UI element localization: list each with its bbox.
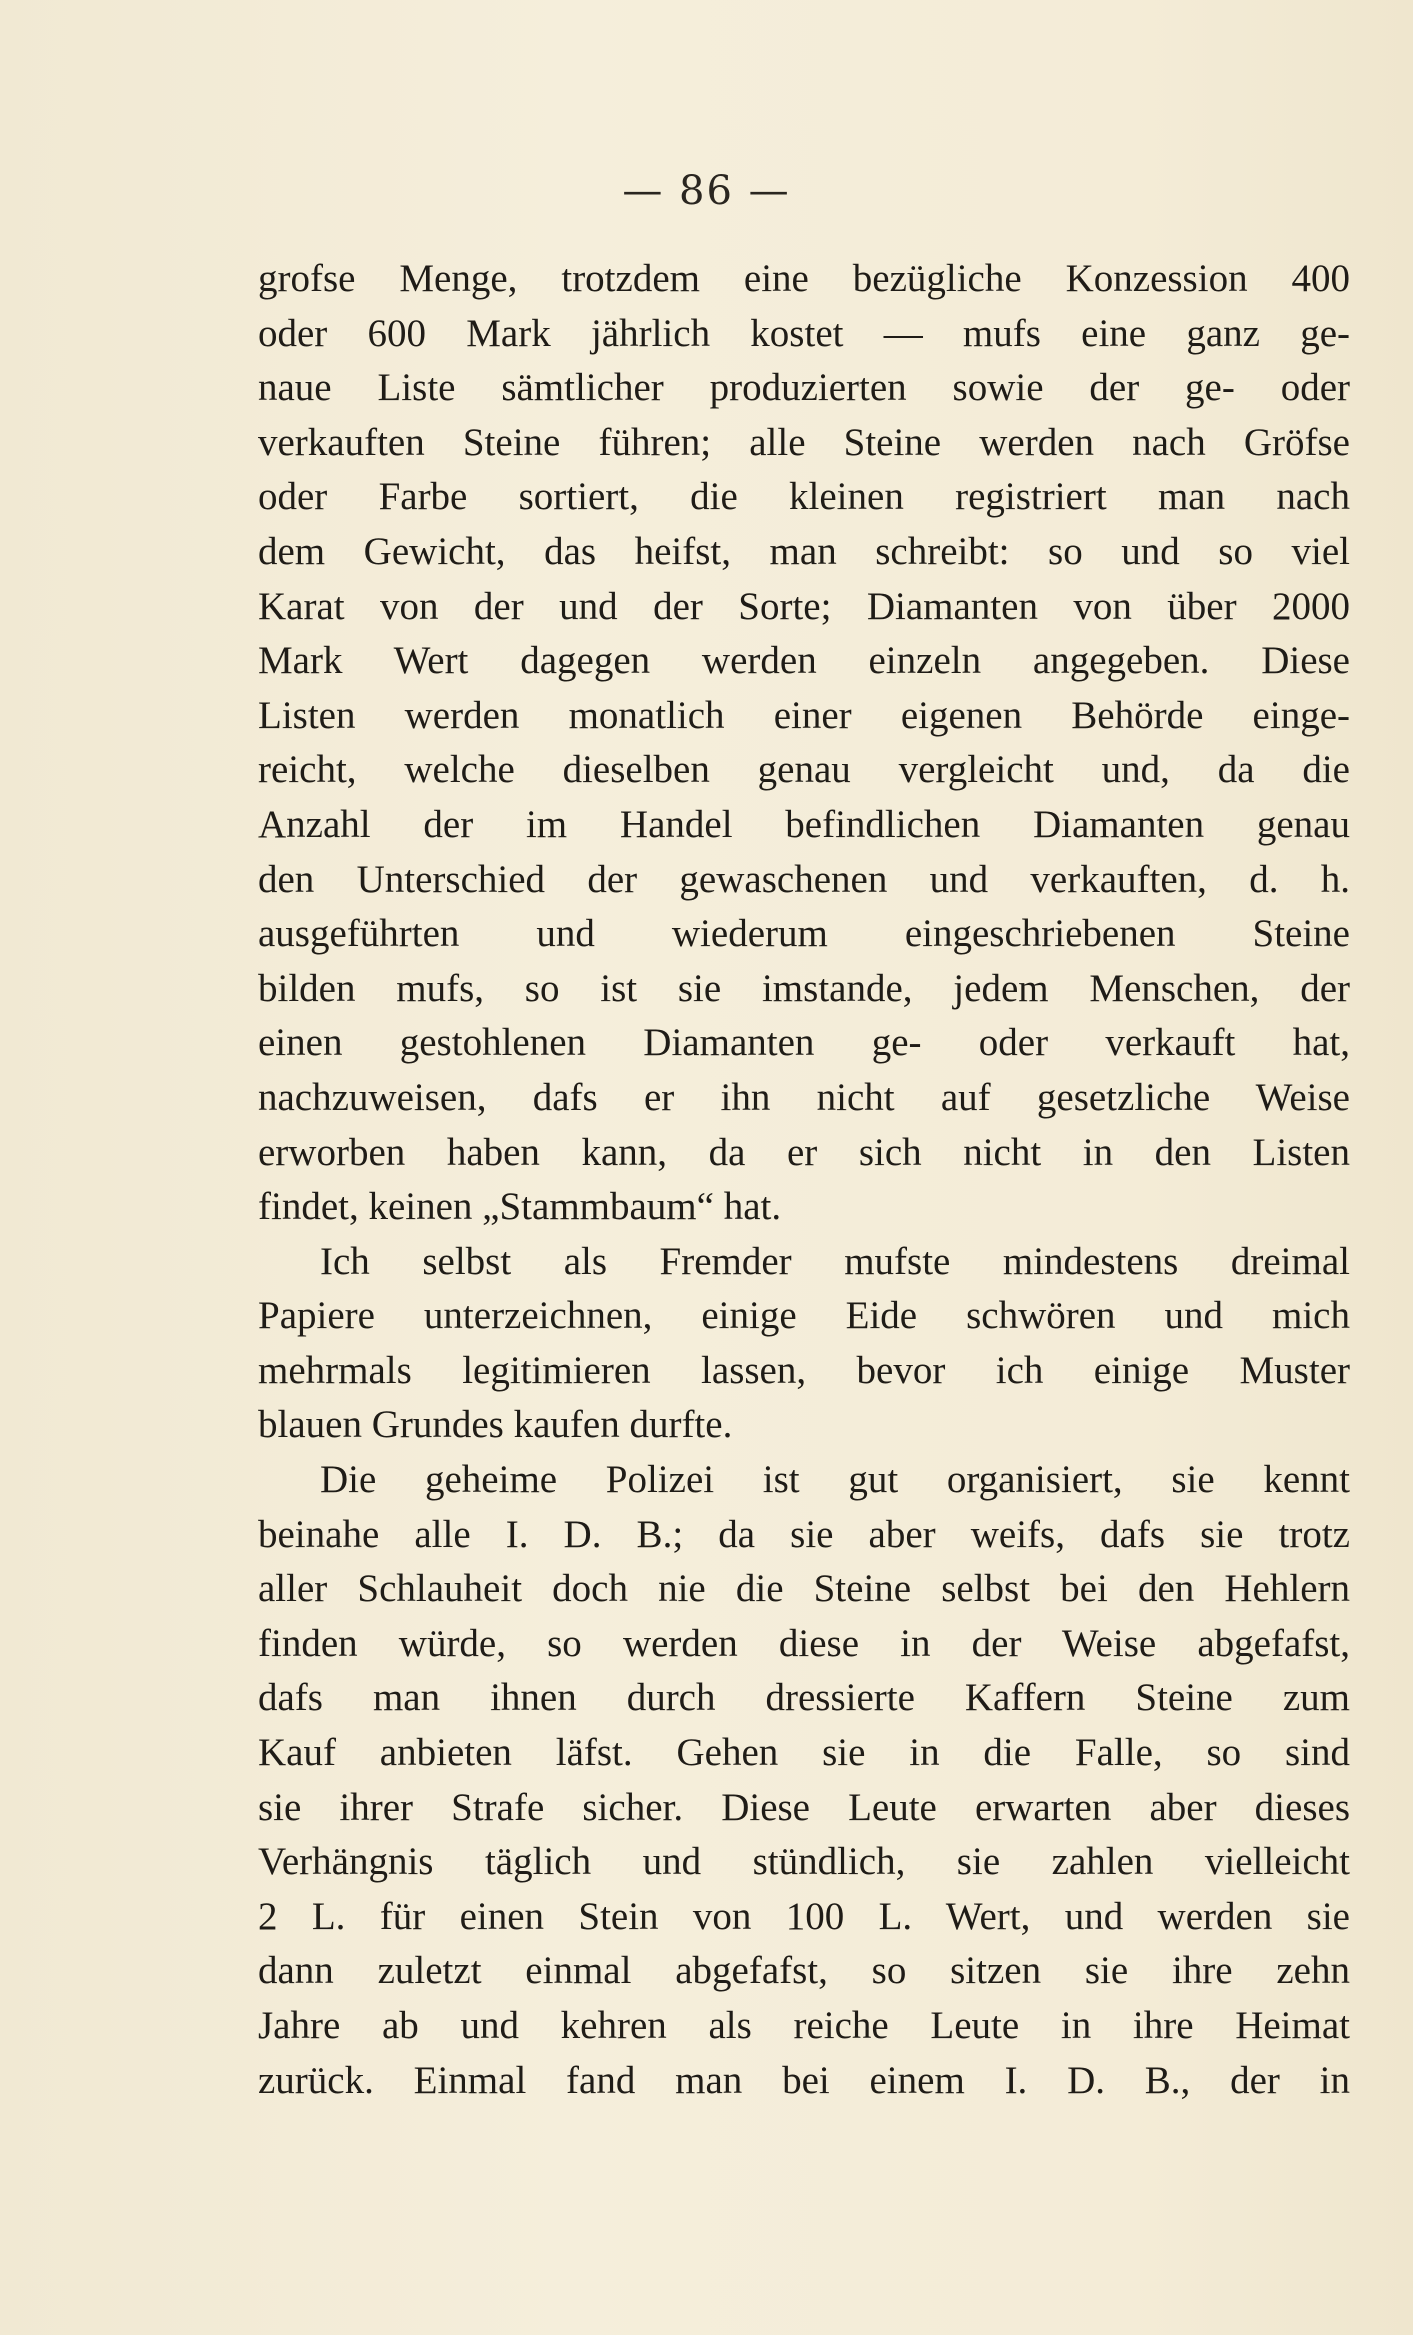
text-line: Verhängnis täglich und stündlich, sie zahlen vielleicht (258, 1840, 1350, 1884)
text-line: Jahre ab und kehren als reiche Leute in ihre Heimat (258, 2004, 1350, 2047)
text-line: sie ihrer Strafe sicher. Diese Leute erwarten aber dieses (258, 1785, 1350, 1829)
text-line: bilden mufs, so ist sie imstande, jedem Menschen, der (258, 966, 1350, 1010)
text-line: nachzuweisen, dafs er ihn nicht auf gesetzliche Weise (258, 1075, 1350, 1119)
text-line: Papiere unterzeichnen, einige Eide schwören und mich (258, 1294, 1350, 1338)
text-line: Kauf anbieten läfst. Gehen sie in die Falle, so sind (258, 1731, 1350, 1775)
text-line: dafs man ihnen durch dressierte Kaffern Steine zum (258, 1676, 1350, 1720)
text-line: zurück. Einmal fand man bei einem I. D. B., der in (258, 2058, 1350, 2102)
text-line: Mark Wert dagegen werden einzeln angegeben. Diese (258, 639, 1350, 683)
text-line: aller Schlauheit doch nie die Steine selbst bei den Hehlern (258, 1567, 1350, 1611)
text-line: Listen werden monatlich einer eigenen Behörde einge- (258, 693, 1350, 737)
text-line: oder Farbe sortiert, die kleinen registriert man nach (258, 475, 1350, 519)
text-line: Ich selbst als Fremder mufste mindestens dreimal (320, 1239, 1350, 1283)
text-line: ausgeführten und wiederum eingeschriebenen Steine (258, 912, 1350, 956)
text-line: finden würde, so werden diese in der Weise abgefafst, (258, 1621, 1350, 1665)
text-line: dem Gewicht, das heifst, man schreibt: so und so viel (258, 529, 1350, 573)
text-line: erworben haben kann, da er sich nicht in den Listen (258, 1130, 1350, 1174)
text-line: Karat von der und der Sorte; Diamanten von über 2000 (258, 584, 1350, 628)
text-line: findet, keinen „Stammbaum“ hat. (258, 1185, 782, 1229)
text-line: den Unterschied der gewaschenen und verkauften, d. h. (258, 857, 1350, 901)
text-line: einen gestohlenen Diamanten ge- oder verkauft hat, (258, 1021, 1350, 1065)
text-line: Anzahl der im Handel befindlichen Diamanten genau (258, 802, 1350, 846)
text-line: blauen Grundes kaufen durfte. (258, 1403, 733, 1447)
text-line: mehrmals legitimieren lassen, bevor ich einige Muster (258, 1348, 1350, 1392)
text-line: oder 600 Mark jährlich kostet — mufs eine ganz ge- (258, 311, 1350, 355)
text-line: reicht, welche dieselben genau vergleicht und, da die (258, 748, 1350, 792)
text-line: 2 L. für einen Stein von 100 L. Wert, und werden sie (258, 1894, 1350, 1938)
text-line: verkauften Steine führen; alle Steine werden nach Gröfse (258, 420, 1350, 464)
text-line: beinahe alle I. D. B.; da sie aber weifs, dafs sie trotz (258, 1512, 1350, 1556)
body-text (258, 252, 1350, 2108)
text-line: grofse Menge, trotzdem eine bezügliche Konzession 400 (258, 257, 1350, 300)
page-number: — 86 — (622, 168, 791, 214)
text-line: Die geheime Polizei ist gut organisiert, sie kennt (320, 1458, 1350, 1502)
text-line: dann zuletzt einmal abgefafst, so sitzen sie ihre zehn (258, 1949, 1350, 1993)
text-line: naue Liste sämtlicher produzierten sowie der ge- oder (258, 366, 1350, 410)
